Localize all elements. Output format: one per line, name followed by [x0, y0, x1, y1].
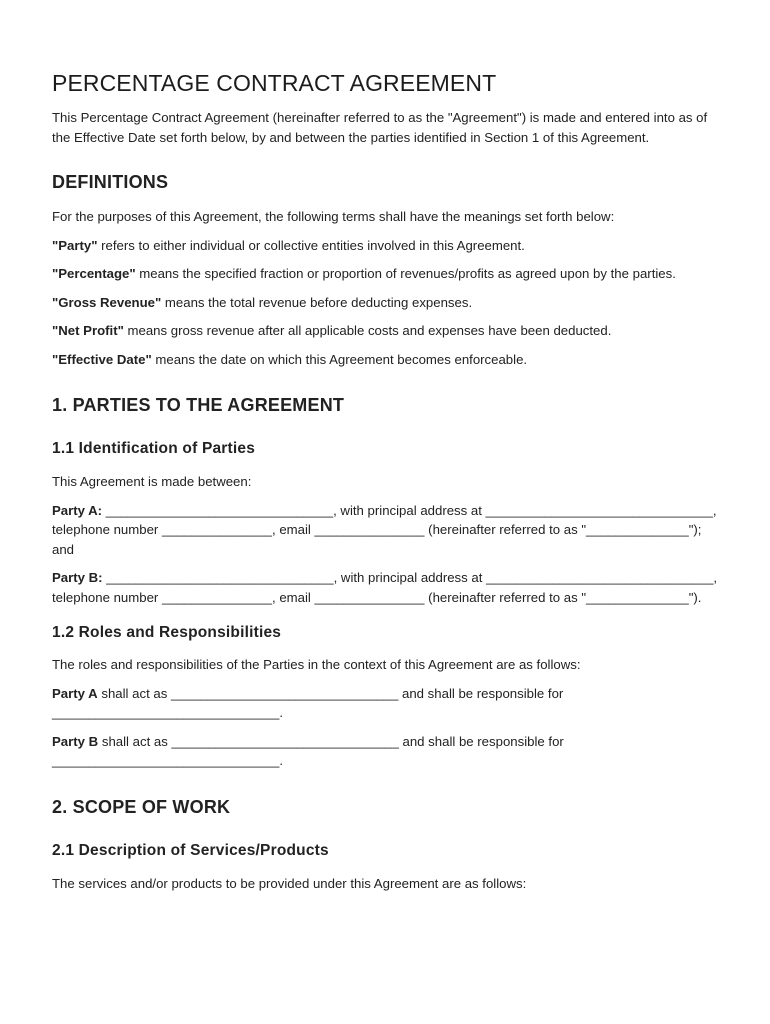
section-1-1-heading: 1.1 Identification of Parties	[52, 440, 256, 457]
party-b-role-text: shall act as _______________________________ and shall be responsible for _______________________________.	[52, 733, 564, 768]
definition-term: "Gross Revenue"	[52, 294, 162, 310]
definition-party	[52, 236, 722, 256]
definition-text: means gross revenue after all applicable costs and expenses have been deducted.	[123, 323, 612, 338]
party-a-role	[52, 684, 722, 723]
party-b-details: _______________________________, with principal address at _______________________________, telephone number _______________, email _______________ (hereinafter referred to as "______________").	[52, 570, 718, 605]
services-lead: The services and/or products to be provided under this Agreement are as follows:	[52, 875, 527, 891]
section-2-heading: 2. SCOPE OF WORK	[52, 796, 231, 817]
party-a-identification	[52, 501, 722, 560]
party-a-label: Party A:	[52, 502, 103, 518]
definition-term: "Net Profit"	[52, 323, 124, 338]
section-1-heading: 1. PARTIES TO THE AGREEMENT	[52, 395, 345, 415]
document-title: PERCENTAGE CONTRACT AGREEMENT	[52, 70, 497, 96]
identification-lead: This Agreement is made between:	[52, 474, 252, 489]
definition-net-profit	[52, 321, 722, 341]
definition-text: refers to either individual or collective entities involved in this Agreement.	[97, 237, 525, 253]
definitions-lead: For the purposes of this Agreement, the following terms shall have the meanings set forth below:	[52, 209, 615, 224]
definition-text: means the date on which this Agreement becomes enforceable.	[151, 351, 528, 367]
document-page	[52, 70, 722, 893]
definition-percentage	[52, 264, 722, 284]
intro-paragraph: This Percentage Contract Agreement (hereinafter referred to as the "Agreement") is made and entered into as of the Effective Date set forth below, by and between the parties identified in Section 1 of this Agreement.	[52, 110, 708, 145]
roles-lead: The roles and responsibilities of the Parties in the context of this Agreement are as follows:	[52, 657, 581, 672]
party-b-role	[52, 732, 722, 771]
definition-effective-date	[52, 350, 722, 370]
definition-gross-revenue	[52, 293, 722, 313]
section-1-2-heading: 1.2 Roles and Responsibilities	[52, 624, 282, 641]
definition-term: "Percentage"	[52, 266, 136, 281]
party-b-identification	[52, 568, 722, 607]
party-b-label: Party B:	[52, 570, 103, 585]
definition-term: "Effective Date"	[52, 351, 152, 367]
party-a-role-label: Party A	[52, 685, 98, 701]
definition-text: means the total revenue before deducting expenses.	[161, 294, 473, 310]
section-2-1-heading: 2.1 Description of Services/Products	[52, 841, 329, 859]
definition-text: means the specified fraction or proportion of revenues/profits as agreed upon by the parties.	[135, 266, 676, 281]
definition-term: "Party"	[52, 237, 98, 253]
party-a-role-text: shall act as _______________________________ and shall be responsible for _______________________________.	[52, 685, 564, 720]
definitions-heading: DEFINITIONS	[52, 172, 169, 192]
party-b-role-label: Party B	[52, 733, 99, 749]
party-a-details: _______________________________, with principal address at _______________________________, telephone number _______________, email _______________ (hereinafter referred to as "______________"); and	[52, 502, 717, 557]
